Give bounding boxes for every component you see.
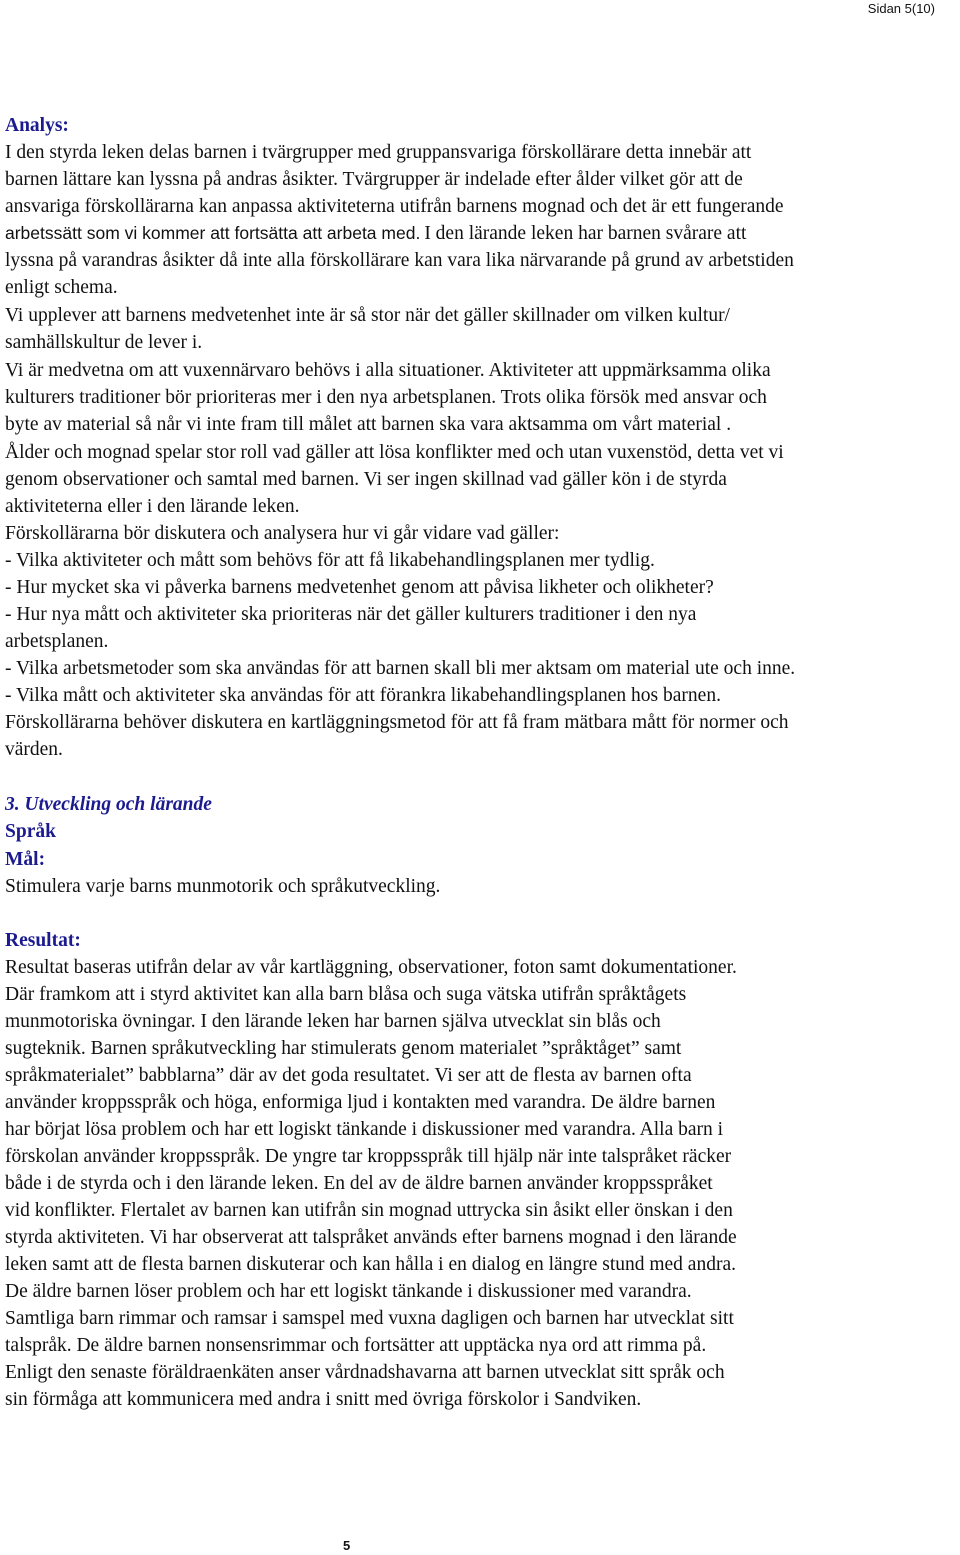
analys-text-line: Ålder och mognad spelar stor roll vad gäller att lösa konflikter med och utan vuxenstöd, detta vet vi (5, 442, 784, 463)
analys-text-line: lyssna på varandras åsikter då inte alla förskollärare kan vara lika närvarande på grund av arbetstiden (5, 250, 794, 271)
analys-text-line: Förskollärarna bör diskutera och analysera hur vi går vidare vad gäller: (5, 523, 560, 544)
goal-label: Mål: (5, 849, 46, 870)
analys-text-sans: arbetssätt som vi kommer att fortsätta att arbeta med. (5, 223, 421, 243)
result-text-line: Där framkom att i styrd aktivitet kan alla barn blåsa och suga vätska utifrån språktågets (5, 984, 687, 1005)
analys-text-line: barnen lättare kan lyssna på andras åsikter. Tvärgrupper är indelade efter ålder vilket gör att de (5, 169, 743, 190)
analys-text-line: Förskollärarna behöver diskutera en kartläggningsmetod för att få fram mätbara mått för normer och (5, 712, 789, 733)
section-subheading: Språk (5, 821, 56, 842)
result-text-line: har börjat lösa problem och har ett logiskt tänkande i diskussioner med varandra. Alla barn i (5, 1119, 724, 1140)
result-text-line: Samtliga barn rimmar och ramsar i samspel med vuxna dagligen och barnen har utvecklat sitt (5, 1308, 734, 1329)
result-text-line: sin förmåga att kommunicera med andra i snitt med övriga förskolor i Sandviken. (5, 1389, 642, 1410)
analys-text-line: kulturers traditioner bör prioriteras mer i den nya arbetsplanen. Trots olika försök med ansvar och (5, 387, 767, 408)
analys-text-line: byte av material så når vi inte fram till målet att barnen ska vara aktsamma om vårt material . (5, 414, 732, 435)
analys-bullet-item: arbetsplanen. (5, 631, 109, 652)
analys-text-line: Vi är medvetna om att vuxennärvaro behövs i alla situationer. Aktiviteter att uppmärksamma olika (5, 360, 771, 381)
section-heading: 3. Utveckling och lärande (5, 794, 212, 815)
result-text-line: De äldre barnen löser problem och har ett logiskt tänkande i diskussioner med varandra. (5, 1281, 692, 1302)
analys-mixed-line (5, 220, 746, 247)
result-text-line: munmotoriska övningar. I den lärande leken har barnen själva utvecklat sin blås och (5, 1011, 661, 1032)
goal-text: Stimulera varje barns munmotorik och språkutveckling. (5, 876, 441, 897)
analys-bullet-item: - Vilka mått och aktiviteter ska användas för att förankra likabehandlingsplanen hos barnen. (5, 685, 721, 706)
result-text-line: förskolan använder kroppsspråk. De yngre tar kroppsspråk till hjälp när inte talspråket räcker (5, 1146, 732, 1167)
result-text-line: talspråk. De äldre barnen nonsensrimmar och fortsätter att upptäcka nya ord att rimma på. (5, 1335, 707, 1356)
analys-text-line: ansvariga förskollärarna kan anpassa aktiviteterna utifrån barnens mognad och det är ett fungerande (5, 196, 784, 217)
page-number: 5 (343, 1538, 351, 1553)
result-text-line: använder kroppsspråk och höga, enformiga ljud i kontakten med varandra. De äldre barnen (5, 1092, 716, 1113)
result-text-line: Enligt den senaste föräldraenkäten anser vårdnadshavarna att barnen utvecklat sitt språk och (5, 1362, 725, 1383)
analys-heading: Analys: (5, 115, 69, 136)
analys-bullet-item: - Vilka aktiviteter och mått som behövs för att få likabehandlingsplanen mer tydlig. (5, 550, 655, 571)
analys-bullet-item: - Vilka arbetsmetoder som ska användas för att barnen skall bli mer aktsam om material ute och inne. (5, 658, 796, 679)
analys-text-line: I den styrda leken delas barnen i tvärgrupper med gruppansvariga förskollärare detta innebär att (5, 142, 752, 163)
result-text-line: Resultat baseras utifrån delar av vår kartläggning, observationer, foton samt dokumentationer. (5, 957, 737, 978)
result-text-line: styrda aktiviteten. Vi har observerat att talspråket används efter barnens mognad i den lärande (5, 1227, 737, 1248)
analys-text-serif: I den lärande leken har barnen svårare att (424, 223, 747, 244)
analys-text-line: aktiviteterna eller i den lärande leken. (5, 496, 300, 517)
analys-text-line: genom observationer och samtal med barnen. Vi ser ingen skillnad vad gäller kön i de styrda (5, 469, 727, 490)
result-text-line: sugteknik. Barnen språkutveckling har stimulerats genom materialet ”språktåget” samt (5, 1038, 682, 1059)
result-text-line: leken samt att de flesta barnen diskuterar och kan hålla i en dialog en längre stund med andra. (5, 1254, 736, 1275)
analys-text-line: Vi upplever att barnens medvetenhet inte är så stor när det gäller skillnader om vilken kultur/ (5, 305, 730, 326)
analys-bullet-item: - Hur mycket ska vi påverka barnens medvetenhet genom att påvisa likheter och olikheter? (5, 577, 714, 598)
analys-bullet-item: - Hur nya mått och aktiviteter ska prioriteras när det gäller kulturers traditioner i den nya (5, 604, 697, 625)
result-text-line: språkmaterialet” babblarna” där av det goda resultatet. Vi ser att de flesta av barnen ofta (5, 1065, 692, 1086)
result-text-line: vid konflikter. Flertalet av barnen kan utifrån sin mognad uttrycka sin åsikt eller önskan i den (5, 1200, 733, 1221)
result-label: Resultat: (5, 930, 81, 951)
result-text-line: både i de styrda och i den lärande leken. En del av de äldre barnen använder kroppsspråket (5, 1173, 713, 1194)
analys-text-line: enligt schema. (5, 277, 118, 298)
analys-text-line: samhällskultur de lever i. (5, 332, 203, 353)
analys-text-line: värden. (5, 739, 63, 760)
page-header-label: Sidan 5(10) (867, 1, 935, 16)
